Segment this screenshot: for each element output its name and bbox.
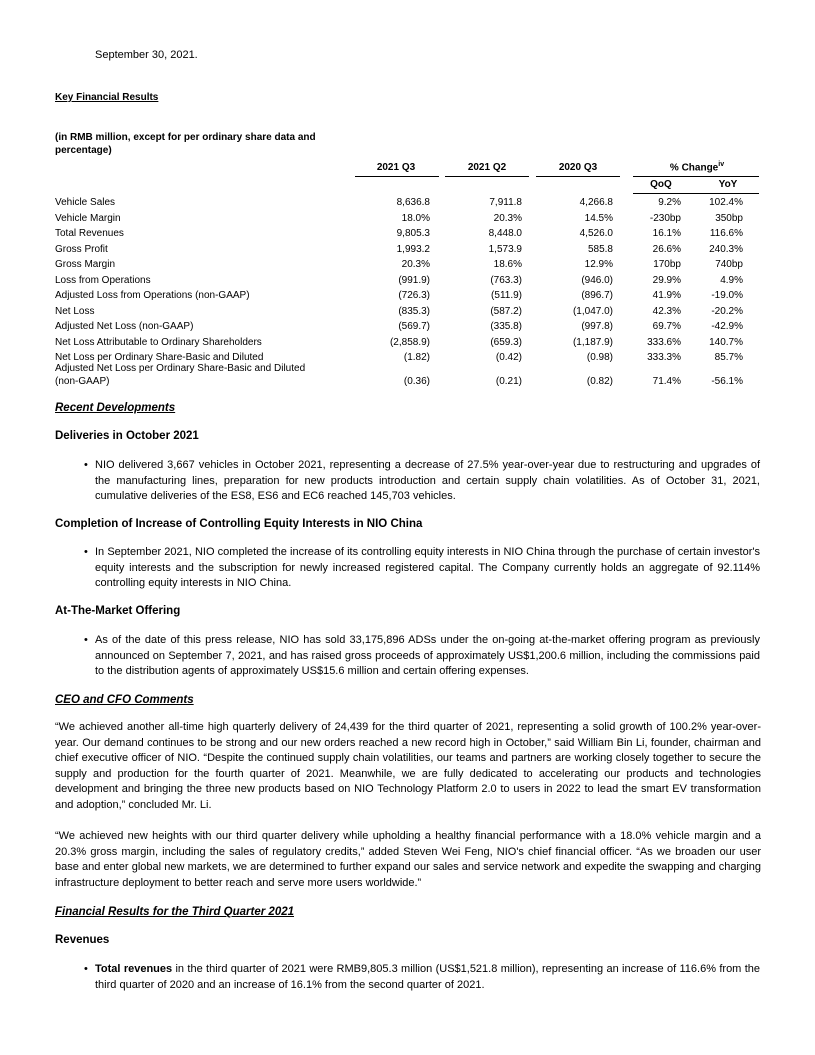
ceo-paragraph: “We achieved another all-time high quarterly delivery of 24,439 for the third quarter of 2021, representing a solid growth of 100.2% year-over-year. Our demand continues to be strong and our new orders reached a new record high in October,” said William Bin Li, founder, chairman and chief executive officer of NIO. “Despite the continued supply chain volatilities, our teams and partners are working closely together to secure the supply and production for the fourth quarter of 2021. Meanwhile, we are fully dedicated to accelerating our products and technologies development and bringing the three new products based on NIO Technology Platform 2.0 to users in 2022 to lead the smart EV transformation and adoption,” concluded Mr. Li. bbox=[55, 721, 761, 811]
cell-2020q3: 12.9% bbox=[584, 259, 613, 270]
cell-yoy: -20.2% bbox=[711, 305, 743, 317]
cell-2020q3: 4,266.8 bbox=[579, 197, 613, 208]
cell-yoy: 102.4% bbox=[709, 197, 743, 208]
cell-2021q2: (587.2) bbox=[490, 305, 522, 317]
row-label: Gross Margin bbox=[55, 259, 116, 270]
header-rule-3 bbox=[536, 176, 620, 177]
cell-qoq: 333.3% bbox=[647, 352, 681, 363]
cell-2021q3: 9,805.3 bbox=[396, 228, 430, 239]
header-rule-1 bbox=[355, 176, 439, 177]
cell-2020q3: 14.5% bbox=[584, 212, 613, 224]
col-header-yoy: YoY bbox=[718, 179, 738, 190]
cell-yoy: 740bp bbox=[715, 259, 743, 270]
cell-2021q3: 20.3% bbox=[401, 259, 430, 270]
col-header-qoq: QoQ bbox=[650, 179, 672, 190]
cell-yoy: 85.7% bbox=[714, 352, 743, 363]
table-row bbox=[55, 335, 759, 351]
cell-2021q3: (569.7) bbox=[398, 321, 430, 332]
row-label: Net Loss bbox=[55, 305, 95, 317]
last-row-label bbox=[55, 362, 355, 388]
cell-2021q3: 8,636.8 bbox=[396, 197, 430, 208]
row-label: Adjusted Net Loss (non-GAAP) bbox=[55, 321, 194, 332]
cell-2021q3: (1.82) bbox=[403, 352, 430, 363]
cell-2021q2: 1,573.9 bbox=[488, 243, 522, 255]
bullet-icon: • bbox=[84, 459, 88, 471]
table-row bbox=[55, 288, 759, 304]
cell-qoq: 170bp bbox=[653, 259, 681, 270]
revenues-bullet-rest: in the third quarter of 2021 were RMB9,805.3 million (US$1,521.8 million), representing an increase of 116.6% from the third quarter of 2020 and an increase of 16.1% from the second quarter of 2021. bbox=[95, 963, 760, 991]
bullet-icon: • bbox=[84, 963, 88, 975]
table-row bbox=[55, 257, 759, 273]
cell-2021q2: (335.8) bbox=[490, 321, 522, 332]
row-label: Loss from Operations bbox=[55, 274, 151, 286]
deliveries-bullet bbox=[84, 458, 760, 505]
cell-qoq: -230bp bbox=[649, 212, 681, 224]
col-header-2020q3: 2020 Q3 bbox=[558, 162, 598, 173]
table-row bbox=[55, 319, 759, 335]
row-label: Gross Profit bbox=[55, 243, 108, 255]
cell-qoq: 42.3% bbox=[652, 305, 681, 317]
cell-2021q2: (659.3) bbox=[490, 336, 522, 348]
cell-2021q3: (726.3) bbox=[398, 290, 430, 301]
cell-yoy: 4.9% bbox=[720, 274, 743, 286]
table-row bbox=[55, 211, 759, 227]
row-label: Vehicle Margin bbox=[55, 212, 121, 224]
equity-bullet bbox=[84, 545, 760, 592]
cell-2021q2: 8,448.0 bbox=[488, 228, 522, 239]
intro-fragment: September 30, 2021. bbox=[95, 49, 198, 61]
col-header-2021q3: 2021 Q3 bbox=[376, 162, 416, 173]
equity-bullet-text: In September 2021, NIO completed the increase of its controlling equity interests in NIO China through the purchase of certain investor's equity interests and the subscription for newly increased registered capital. The Company currently holds an aggregate of 92.114% controlling equity interests in NIO China. bbox=[95, 546, 760, 589]
cell-qoq: 41.9% bbox=[652, 290, 681, 301]
recent-developments-heading: Recent Developments bbox=[55, 402, 176, 414]
cell-2020q3: (0.82) bbox=[586, 376, 613, 387]
deliveries-heading: Deliveries in October 2021 bbox=[55, 430, 199, 442]
cell-yoy: -42.9% bbox=[711, 321, 743, 332]
cfo-paragraph: “We achieved new heights with our third quarter delivery while upholding a healthy financial performance with a 18.0% vehicle margin and a 20.3% gross margin, including the sales of regulatory credits,” added Steven Wei Feng, NIO's chief financial officer. “As we broaden our user base and enter global new markets, we are determined to further expand our sales and service network and expedite the swapping and charging infrastructure deployment to better reach and serve more users worldwide.” bbox=[55, 830, 761, 889]
table-row bbox=[55, 304, 759, 320]
cell-2021q2: (0.21) bbox=[495, 376, 522, 387]
table-row bbox=[55, 226, 759, 242]
change-superscript: iv bbox=[718, 161, 725, 168]
cell-qoq: 9.2% bbox=[658, 197, 681, 208]
row-label: Adjusted Loss from Operations (non-GAAP) bbox=[55, 290, 250, 301]
cell-qoq: 333.6% bbox=[647, 336, 681, 348]
table-row bbox=[55, 195, 759, 211]
cell-2020q3: (946.0) bbox=[581, 274, 613, 286]
cell-qoq: 29.9% bbox=[652, 274, 681, 286]
row-label: Net Loss Attributable to Ordinary Shareholders bbox=[55, 336, 262, 348]
cell-2020q3: (997.8) bbox=[581, 321, 613, 332]
cell-yoy: -19.0% bbox=[711, 290, 743, 301]
equity-heading: Completion of Increase of Controlling Equity Interests in NIO China bbox=[55, 518, 423, 530]
atm-bullet bbox=[84, 633, 760, 680]
cell-2021q2: 7,911.8 bbox=[489, 197, 522, 208]
cell-qoq: 26.6% bbox=[652, 243, 681, 255]
cell-2021q2: (763.3) bbox=[490, 274, 522, 286]
cell-qoq: 69.7% bbox=[652, 321, 681, 332]
header-rule-5 bbox=[633, 193, 759, 194]
row-label: Vehicle Sales bbox=[55, 197, 116, 208]
cell-2021q2: (511.9) bbox=[491, 290, 522, 301]
bullet-icon: • bbox=[84, 634, 88, 646]
last-row-label-line1: Adjusted Net Loss per Ordinary Share-Basic and Diluted bbox=[55, 363, 306, 374]
col-header-2021q2: 2021 Q2 bbox=[467, 162, 507, 173]
row-label: Net Loss per Ordinary Share-Basic and Diluted bbox=[55, 352, 264, 363]
revenues-bullet-bold: Total revenues bbox=[95, 963, 173, 975]
last-row-label-line2: (non-GAAP) bbox=[55, 376, 110, 387]
cell-qoq: 16.1% bbox=[652, 228, 681, 239]
q3-results-heading: Financial Results for the Third Quarter 2021 bbox=[55, 906, 295, 918]
table-row bbox=[55, 242, 759, 258]
cell-2020q3: 4,526.0 bbox=[579, 228, 613, 239]
cell-2021q3: (991.9) bbox=[398, 274, 430, 286]
header-rule-4 bbox=[633, 176, 759, 177]
atm-heading: At-The-Market Offering bbox=[55, 605, 181, 617]
cell-2020q3: (1,047.0) bbox=[572, 305, 613, 317]
cell-2021q2: 20.3% bbox=[493, 212, 522, 224]
row-label: Total Revenues bbox=[55, 228, 124, 239]
table-row bbox=[55, 273, 759, 289]
cell-yoy: 350bp bbox=[715, 212, 743, 224]
cell-2021q3: (2,858.9) bbox=[389, 336, 430, 348]
cell-yoy: 116.6% bbox=[709, 228, 743, 239]
cell-2021q3: 1,993.2 bbox=[396, 243, 430, 255]
revenues-bullet bbox=[84, 962, 760, 993]
table-row-last bbox=[55, 362, 759, 393]
cell-2020q3: 585.8 bbox=[587, 243, 613, 255]
ceo-cfo-heading: CEO and CFO Comments bbox=[55, 694, 194, 706]
revenues-heading: Revenues bbox=[55, 934, 110, 946]
col-header-change: % Change$^{iv}$ bbox=[669, 161, 725, 174]
atm-bullet-text: As of the date of this press release, NIO has sold 33,175,896 ADSs under the on-going at-the-market offering program as previously announced on September 7, 2021, and has raised gross proceeds of approximately US$1,200.6 million, including the commissions paid to the distribution agents of approximately US$15.6 million and certain offering expenses. bbox=[95, 634, 760, 677]
cell-2021q3: (835.3) bbox=[398, 305, 430, 317]
cell-2020q3: (896.7) bbox=[581, 290, 613, 301]
revenues-bullet-text bbox=[95, 962, 760, 993]
cell-2021q2: (0.42) bbox=[495, 352, 522, 363]
cell-yoy: -56.1% bbox=[711, 376, 743, 387]
header-rule-2 bbox=[445, 176, 529, 177]
cell-yoy: 140.7% bbox=[709, 336, 743, 348]
cell-2020q3: (1,187.9) bbox=[572, 336, 613, 348]
cell-2021q2: 18.6% bbox=[493, 259, 522, 270]
table-caption: (in RMB million, except for per ordinary share data and percentage) bbox=[55, 132, 316, 156]
cell-2020q3: (0.98) bbox=[586, 352, 613, 363]
key-results-heading: Key Financial Results bbox=[55, 92, 159, 103]
cell-yoy: 240.3% bbox=[709, 243, 743, 255]
cell-2021q3: 18.0% bbox=[401, 212, 430, 224]
cell-qoq: 71.4% bbox=[652, 376, 681, 387]
cell-2021q3: (0.36) bbox=[403, 376, 430, 387]
bullet-icon: • bbox=[84, 546, 88, 558]
deliveries-bullet-text: NIO delivered 3,667 vehicles in October 2021, representing a decrease of 27.5% year-over-year due to restructuring and upgrades of the manufacturing lines, preparation for new products introduction and certain supply chain volatilities. As of October 31, 2021, cumulative deliveries of the ES8, ES6 and EC6 reached 145,703 vehicles. bbox=[95, 459, 760, 502]
